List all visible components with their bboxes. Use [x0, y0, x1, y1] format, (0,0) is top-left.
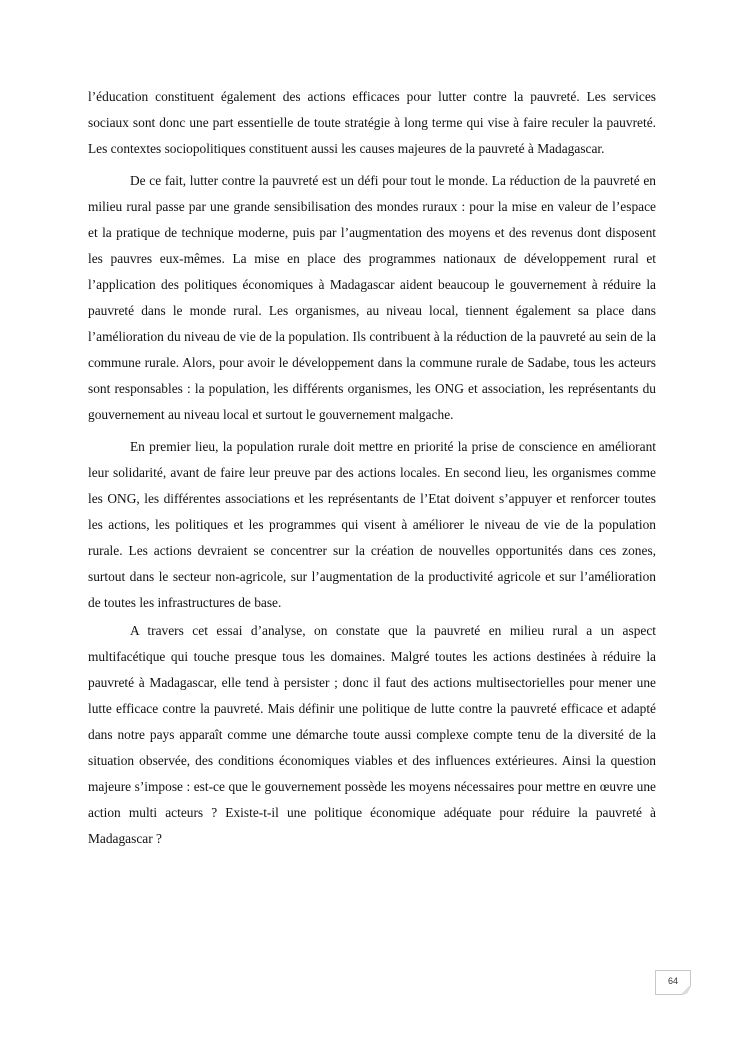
page-number: 64 [667, 976, 678, 986]
paragraph-4: A travers cet essai d’analyse, on constate que la pauvreté en milieu rural a un aspect multifacétique qui touche presque tous les domaines. Malgré toutes les actions destinées à réduire la pauvreté à Madagascar, elle tend à persister ; donc il faut des actions multisectorielles pour mener une lutte efficace contre la pauvreté. Mais définir une politique de lutte contre la pauvreté efficace et adapté dans notre pays apparaît comme une démarche toute aussi complexe compte tenu de la diversité de la situation observée, des conditions économiques viables et des influences extérieures. Ainsi la question majeure s’impose : est-ce que le gouvernement possède les moyens nécessaires pour mettre en œuvre une action multi acteurs ? Existe-t-il une politique économique adéquate pour réduire la pauvreté à Madagascar ? [88, 623, 656, 846]
page-number-badge [655, 970, 691, 995]
paragraph-3: En premier lieu, la population rurale doit mettre en priorité la prise de conscience en améliorant leur solidarité, avant de faire leur preuve par des actions locales. En second lieu, les organismes comme les ONG, les différentes associations et les représentants de l’Etat doivent s’appuyer et renforcer toutes les actions, les politiques et les programmes qui visent à améliorer le niveau de vie de la population rurale. Les actions devraient se concentrer sur la création de nouvelles opportunités dans ces zones, surtout dans le secteur non-agricole, sur l’augmentation de la productivité agricole et sur l’amélioration de toutes les infrastructures de base. [88, 439, 656, 610]
paragraph-1: l’éducation constituent également des actions efficaces pour lutter contre la pauvreté. Les services sociaux sont donc une part essentielle de toute stratégie à long terme qui vise à faire reculer la pauvreté. Les contextes sociopolitiques constituent aussi les causes majeures de la pauvreté à Madagascar. [88, 89, 656, 156]
paragraph-2: De ce fait, lutter contre la pauvreté est un défi pour tout le monde. La réduction de la pauvreté en milieu rural passe par une grande sensibilisation des mondes ruraux : pour la mise en valeur de l’espace et la pratique de technique moderne, puis par l’augmentation des moyens et des revenus dont disposent les pauvres eux-mêmes. La mise en place des programmes nationaux de développement rural et l’application des politiques économiques à Madagascar aident beaucoup le gouvernement à réduire la pauvreté dans le monde rural. Les organismes, au niveau local, tiennent également sa place dans l’amélioration du niveau de vie de la population. Ils contribuent à la réduction de la pauvreté au sein de la commune rurale. Alors, pour avoir le développement dans la commune rurale de Sadabe, tous les acteurs sont responsables : la population, les différents organismes, les ONG et association, les représentants du gouvernement au niveau local et surtout le gouvernement malgache. [88, 173, 656, 422]
page-curl-icon [681, 985, 691, 995]
body-text [88, 84, 656, 858]
